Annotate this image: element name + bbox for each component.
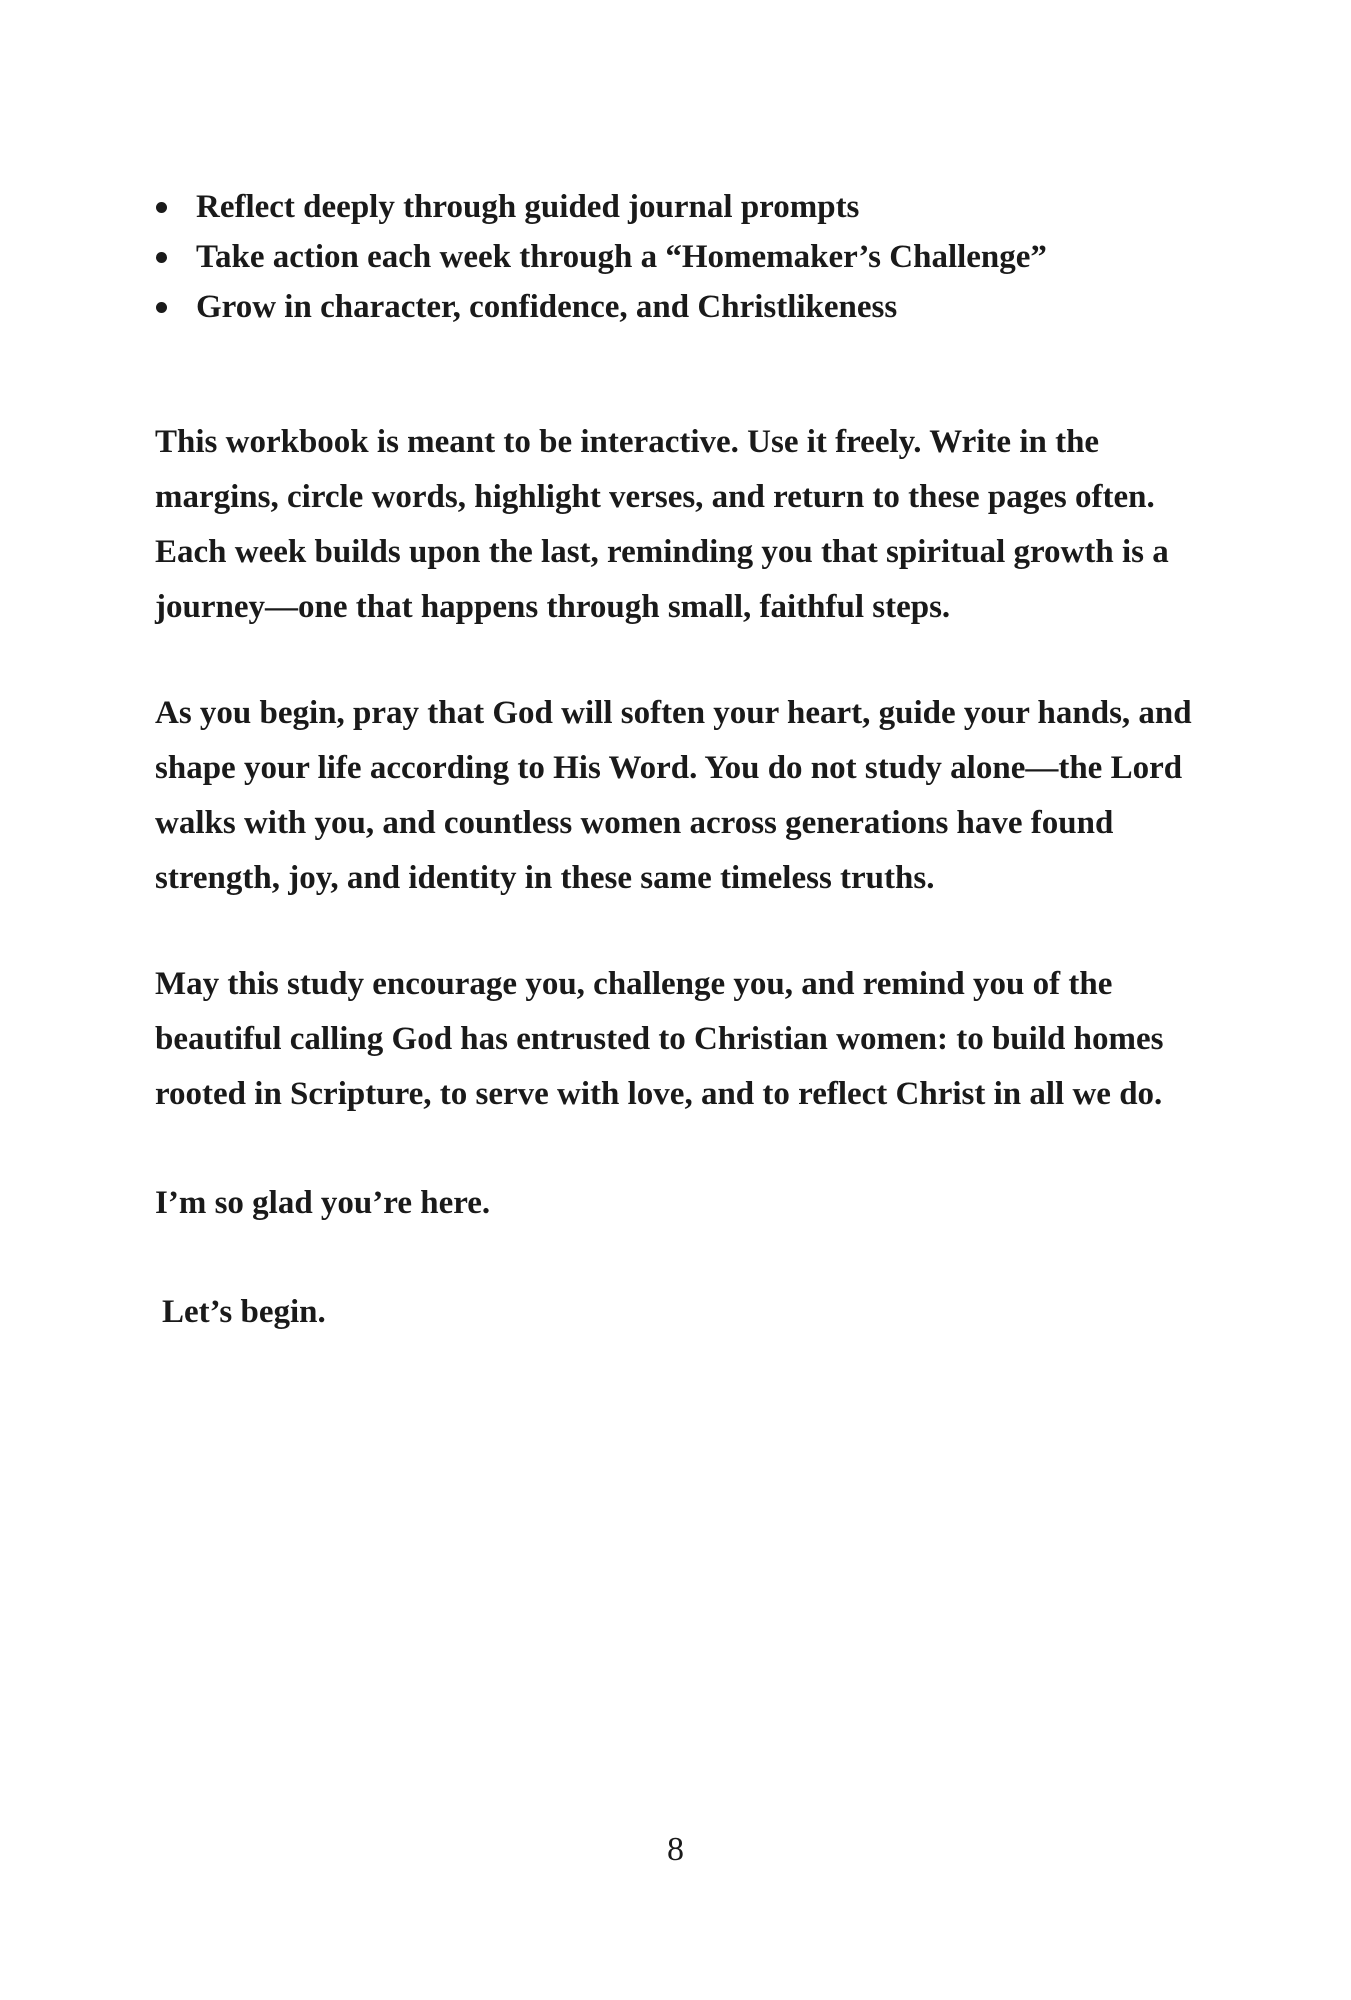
page-number: 8	[667, 1831, 684, 1868]
list-item-text: Grow in character, confidence, and Christlikeness	[196, 289, 898, 325]
list-item-text: Reflect deeply through guided journal prompts	[196, 189, 860, 225]
list-item-text: Take action each week through a “Homemaker’s Challenge”	[196, 239, 1047, 275]
list-item	[150, 282, 1047, 332]
feature-bullet-list	[150, 182, 1047, 332]
paragraph-interactive-workbook: This workbook is meant to be interactive. Use it freely. Write in the margins, circle words, highlight verses, and return to these pages often. Each week builds upon the last, reminding you that spiritual growth is a journey—one that happens through small, faithful steps.	[155, 424, 1169, 625]
paragraph-prayer: As you begin, pray that God will soften your heart, guide your hands, and shape your life according to His Word. You do not study alone—the Lord walks with you, and countless women across generations have found strength, joy, and identity in these same timeless truths.	[155, 695, 1192, 896]
bullet-icon	[156, 302, 167, 313]
list-item	[150, 182, 1047, 232]
paragraph-lets-begin: Let’s begin.	[162, 1294, 326, 1330]
bullet-icon	[156, 202, 167, 213]
bullet-icon	[156, 252, 167, 263]
paragraph-calling: May this study encourage you, challenge you, and remind you of the beautiful calling God has entrusted to Christian women: to build homes rooted in Scripture, to serve with love, and to reflect Christ in all we do.	[155, 966, 1164, 1112]
list-item	[150, 232, 1047, 282]
paragraph-welcome: I’m so glad you’re here.	[155, 1185, 491, 1221]
